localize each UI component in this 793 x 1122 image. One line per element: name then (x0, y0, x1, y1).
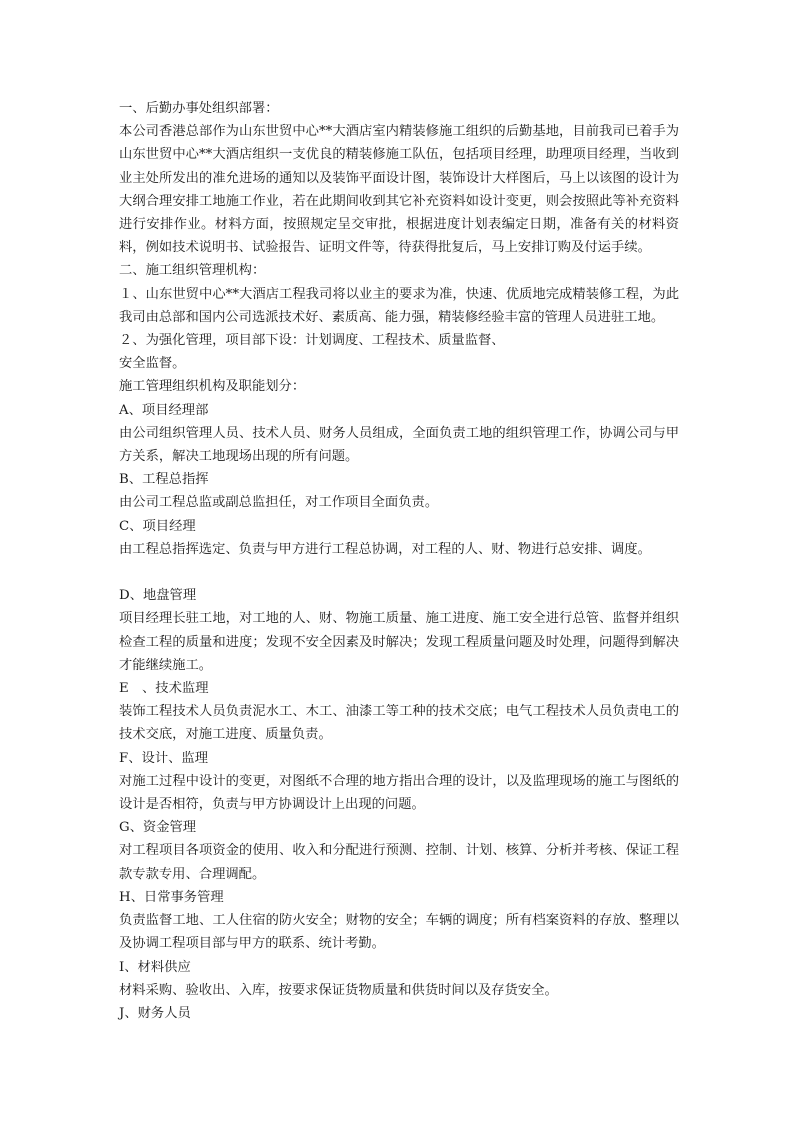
role-text-b: 由公司工程总监或副总监担任，对工作项目全面负责。 (119, 495, 439, 511)
role-heading-c: C、项目经理 (119, 518, 196, 534)
role-text-g: 对工程项目各项资金的使用、收入和分配进行预测、控制、计划、核算、分析并考核、保证工程款专款专用、合理调配。 (119, 843, 679, 882)
role-text-h: 负责监督工地、工人住宿的防火安全；财物的安全；车辆的调度；所有档案资料的存放、整理以及协调工程项目部与甲方的联系、统计考勤。 (119, 913, 679, 952)
subheading-division: 施工管理组织机构及职能划分： (119, 379, 306, 395)
section-heading-logistics: 一、后勤办事处组织部署： (119, 101, 279, 116)
role-heading-a: A、项目经理部 (119, 402, 209, 418)
role-text-e: 装饰工程技术人员负责泥水工、木工、油漆工等工种的技术交底；电气工程技术人员负责电工的技术交底，对施工进度、质量负责。 (119, 704, 679, 743)
paragraph-item-2: ２、为强化管理，项目部下设：计划调度、工程技术、质量监督、 (119, 333, 505, 349)
role-heading-e: E 、技术监理 (119, 681, 209, 697)
role-heading-g: G、资金管理 (119, 820, 197, 836)
role-text-i: 材料采购、验收出、入库，按要求保证货物质量和供货时间以及存货安全。 (119, 982, 558, 998)
section-heading-organization: 二、施工组织管理机构： (119, 263, 266, 279)
paragraph-item-2-cont: 安全监督。 (119, 356, 186, 372)
role-heading-b: B、工程总指挥 (119, 472, 209, 488)
role-heading-d: D、地盘管理 (119, 588, 197, 604)
blank-line (119, 561, 679, 584)
role-heading-f: F、设计、监理 (119, 750, 209, 766)
role-text-f: 对施工过程中设计的变更，对图纸不合理的地方指出合理的设计，以及监理现场的施工与图纸的设计是否相符，负责与甲方协调设计上出现的问题。 (119, 773, 679, 813)
role-text-c: 由工程总指挥选定、负责与甲方进行工程总协调，对工程的人、财、物进行总安排、调度。 (119, 541, 651, 557)
role-heading-h: H、日常事务管理 (119, 889, 224, 905)
paragraph-item-1: １、山东世贸中心**大酒店工程我司将以业主的要求为准，快速、优质地完成精装修工程，为此我司由总部和国内公司选派技术好、素质高、能力强，精装修经验丰富的管理人员进驻工地。 (119, 286, 679, 325)
document-body (119, 97, 679, 1025)
role-text-d: 项目经理长驻工地，对工地的人、财、物施工质量、施工进度、施工安全进行总管、监督并组织检查工程的质量和进度；发现不安全因素及时解决；发现工程质量问题及时处理，问题得到解决才能继续施工。 (119, 611, 679, 673)
role-heading-i: I、材料供应 (119, 959, 191, 975)
role-heading-j: J、财务人员 (119, 1005, 191, 1021)
paragraph-logistics: 本公司香港总部作为山东世贸中心**大酒店室内精装修施工组织的后勤基地，目前我司已着手为山东世贸中心**大酒店组织一支优良的精装修施工队伍，包括项目经理，助理项目经理，当收到业主处所发出的准允进场的通知以及装饰平面设计图，装饰设计大样图后，马上以该图的设计为大纲合理安排工地施工作业，若在此期间收到其它补充资料如设计变更，则会按照此等补充资料进行安排作业。材料方面，按照规定呈交审批，根据进度计划表编定日期，准备有关的材料资料，例如技术说明书、试验报告、证明文件等，待获得批复后，马上安排订购及付运手续。 (119, 124, 679, 256)
role-text-a: 由公司组织管理人员、技术人员、财务人员组成，全面负责工地的组织管理工作，协调公司与甲方关系，解决工地现场出现的所有问题。 (119, 425, 679, 465)
